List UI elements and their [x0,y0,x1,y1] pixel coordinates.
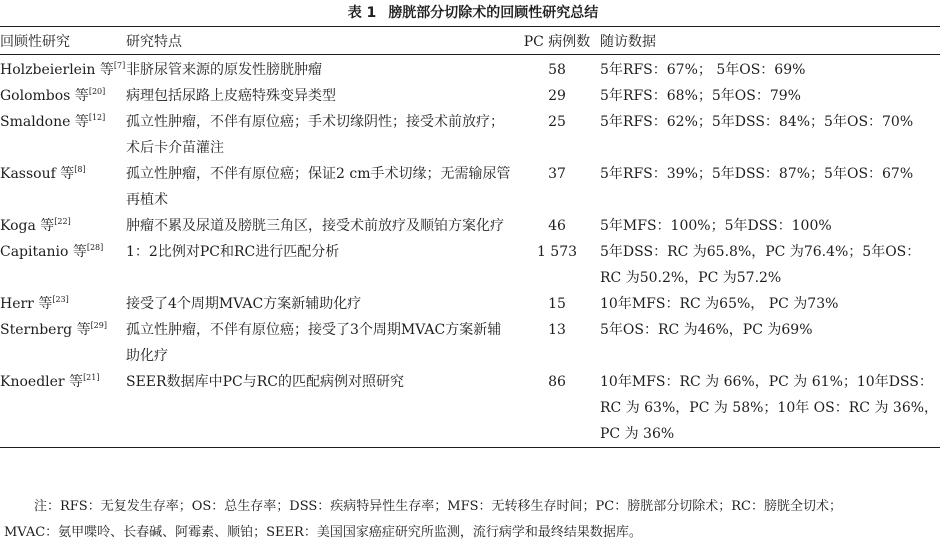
study-feature: 1：2比例对PC和RC进行匹配分析 [126,244,340,260]
study-author: Koga 等 [0,218,55,234]
pc-case-count: 58 [548,62,566,78]
followup-data: 5年RFS：67%； 5年OS：69% [600,62,806,78]
header-followup: 随访数据 [600,27,940,55]
pc-case-count: 1 573 [536,244,578,260]
review-table [0,26,940,448]
header-feature: 研究特点 [126,27,514,55]
table-footnote [4,494,939,546]
pc-case-count: 46 [548,218,566,234]
followup-data: 5年MFS：100%；5年DSS：100% [600,218,832,234]
table-title [0,2,946,24]
study-author: Herr 等 [0,296,53,312]
table-row [0,109,940,161]
followup-data: 5年OS：RC 为46%，PC 为69% [600,322,813,338]
followup-data: 5年RFS：39%；5年DSS：87%；5年OS：67% [600,166,914,182]
study-feature: 非脐尿管来源的原发性膀胱肿瘤 [126,62,322,78]
study-author-cell [0,109,126,161]
table-row [0,55,940,84]
footnote-line: 注：RFS：无复发生存率；OS：总生存率；DSS：疾病特异性生存率；MFS：无转移生存时间；PC：膀胱部分切除术；RC：膀胱全切术； [34,499,842,514]
reference-marker: [22] [54,217,71,226]
reference-marker: [23] [52,295,69,304]
pc-case-count: 86 [514,369,600,448]
study-author-cell [0,291,126,317]
reference-marker: [20] [88,87,106,96]
table-row [0,317,940,369]
table-row [0,369,940,448]
study-author: Knoedler 等 [0,374,84,390]
table-row [0,291,940,317]
study-author: Smaldone 等 [0,114,89,130]
study-author-cell [0,55,126,84]
study-author-cell [0,83,126,109]
study-author-cell [0,239,126,291]
reference-marker: [8] [74,165,86,174]
reference-marker: [28] [86,243,104,252]
study-author: Holzbeierlein 等 [0,62,114,78]
followup-data: 5年DSS：RC 为65.8%，PC 为76.4%；5年OS：RC 为50.2%，PC 为57.2% [600,244,921,286]
table-number: 表 1 [347,5,377,21]
study-feature: 孤立性肿瘤，不伴有原位癌；接受了3个周期MVAC方案新辅助化疗 [126,322,502,364]
table-row [0,161,940,213]
study-author: Golombos 等 [0,88,89,104]
reference-marker: [12] [88,113,106,122]
reference-marker: [21] [83,373,100,382]
study-author-cell [0,213,126,239]
header-study: 回顾性研究 [0,27,126,55]
followup-data: 10年MFS：RC 为65%， PC 为73% [600,296,839,312]
study-author-cell [0,317,126,369]
study-author: Kassouf 等 [0,166,75,182]
study-author-cell [0,369,126,448]
table-row [0,239,940,291]
study-feature: 孤立性肿瘤，不伴有原位癌；手术切缘阴性；接受术前放疗；术后卡介苗灌注 [126,114,504,156]
pc-case-count: 25 [548,114,566,130]
followup-data: 5年RFS：62%；5年DSS：84%；5年OS：70% [600,114,914,130]
study-feature: SEER数据库中PC与RC的匹配病例对照研究 [126,369,514,448]
study-feature: 孤立性肿瘤，不伴有原位癌；保证2 cm手术切缘；无需输尿管再植术 [126,166,511,208]
study-feature: 病理包括尿路上皮癌特殊变异类型 [126,88,336,104]
table-caption: 膀胱部分切除术的回顾性研究总结 [388,5,599,21]
header-pc-cases: PC 病例数 [514,27,600,55]
reference-marker: [7] [113,61,126,70]
table-header-row [0,27,940,55]
study-feature: 肿瘤不累及尿道及膀胱三角区，接受术前放疗及顺铂方案化疗 [126,218,504,234]
table-row [0,83,940,109]
followup-data: 10年MFS：RC 为 66%，PC 为 61%；10年DSS：RC 为 63%，PC 为 58%；10年 OS：RC 为 36%，PC 为 36% [600,369,940,448]
pc-case-count: 37 [548,166,566,182]
study-author-cell [0,161,126,213]
pc-case-count: 29 [548,88,566,104]
table-row [0,213,940,239]
study-author: Capitanio 等 [0,244,87,260]
footnote-line: MVAC：氨甲喋呤、长春碱、阿霉素、顺铂；SEER：美国国家癌症研究所监测，流行病学和最终结果数据库。 [4,525,642,540]
followup-data: 5年RFS：68%；5年OS：79% [600,88,801,104]
pc-case-count: 13 [548,322,566,338]
reference-marker: [29] [90,321,107,330]
study-feature: 接受了4个周期MVAC方案新辅助化疗 [126,296,362,312]
pc-case-count: 15 [548,296,566,312]
study-author: Sternberg 等 [0,322,91,338]
